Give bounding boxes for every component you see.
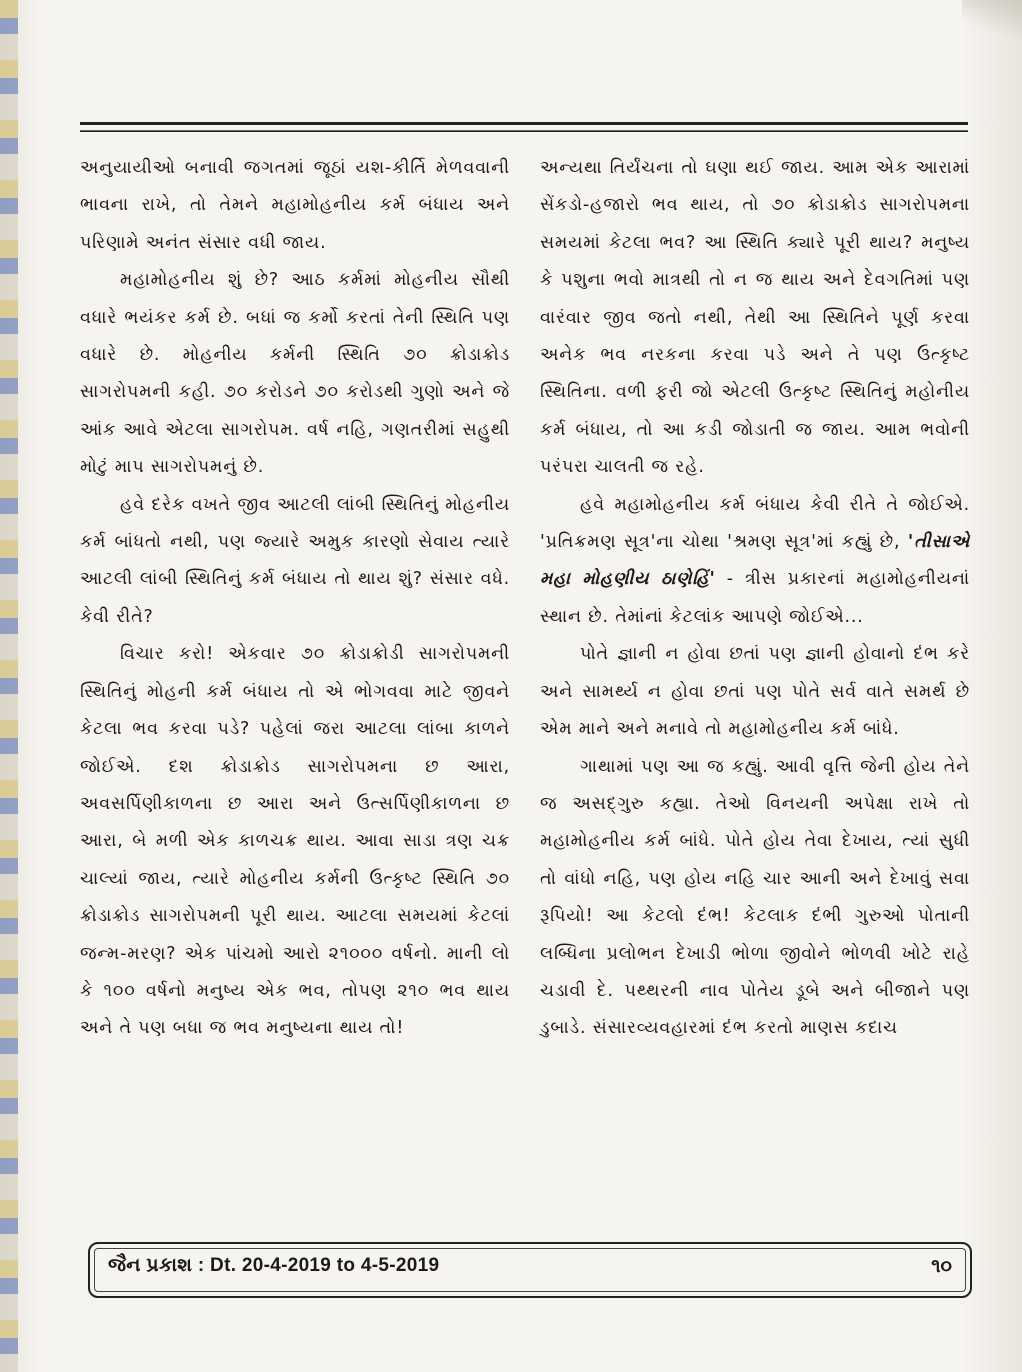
sutra-quote: 'તીસાએ મહા મોહણીય ઠાણેહિં'	[540, 532, 970, 590]
right-paragraph-2	[540, 487, 970, 637]
footer-banner	[88, 1242, 972, 1298]
left-paragraph-2: મહામોહનીય શું છે? આઠ કર્મમાં મોહનીય સૌથી વધારે ભયંકર કર્મ છે. બધાં જ કર્મો કરતાં તેની સ્થિતિ પણ વધારે છે. મોહનીય કર્મની સ્થિતિ ૭૦ ક્રોડાક્રોડ સાગરોપમની કહી. ૭૦ કરોડને ૭૦ કરોડથી ગુણો અને જે આંક આવે એટલા સાગરોપમ. વર્ષ નહિ, ગણતરીમાં સહુથી મોટું માપ સાગરોપમનું છે.	[80, 270, 510, 478]
right-paragraph-3: પોતે જ્ઞાની ન હોવા છતાં પણ જ્ઞાની હોવાનો દંભ કરે અને સામર્થ્ય ન હોવા છતાં પણ પોતે સર્વ વાતે સમર્થ છે એમ માને અને મનાવે તો મહામોહનીય કર્મ બાંધે.	[540, 644, 970, 740]
page-number: ૧૦	[931, 1255, 952, 1277]
left-paragraph-3: હવે દરેક વખતે જીવ આટલી લાંબી સ્થિતિનું મોહનીય કર્મ બાંધતો નથી, પણ જ્યારે અમુક કારણો સેવાય ત્યારે આટલી લાંબી સ્થિતિનું કર્મ બંધાય તો થાય શું? સંસાર વધે. કેવી રીતે?	[80, 494, 510, 627]
page-corner-fold	[962, 0, 1022, 40]
binding-edge	[0, 0, 18, 1372]
left-paragraph-4: વિચાર કરો! એકવાર ૭૦ ક્રોડાક્રોડી સાગરોપમની સ્થિતિનું મોહની કર્મ બંધાય તો એ ભોગવવા માટે જીવને કેટલા ભવ કરવા પડે? પહેલાં જરા આટલા લાંબા કાળને જોઈએ. દશ ક્રોડાક્રોડ સાગરોપમના છ આરા, અવસર્પિણીકાળના છ આરા અને ઉત્સર્પિણીકાળના છ આરા, બે મળી એક કાળચક્ર થાય. આવા સાડા ત્રણ ચક્ર ચાલ્યાં જાય, ત્યારે મોહનીય કર્મની ઉત્કૃષ્ટ સ્થિતિ ૭૦ ક્રોડાક્રોડ સાગરોપમની પૂરી થાય. આટલા સમયમાં કેટલાં જન્મ-મરણ? એક પાંચમો આરો ૨૧૦૦૦ વર્ષનો. માની લો કે ૧૦૦ વર્ષનો મનુષ્ય એક ભવ, તોપણ ૨૧૦ ભવ થાય અને તે પણ બધા જ ભવ મનુષ્યના થાય તો!	[80, 644, 510, 1039]
right-paragraph-4: ગાથામાં પણ આ જ કહ્યું. આવી વૃત્તિ જેની હોય તેને જ અસદ્ગુરુ કહ્યા. તેઓ વિનયની અપેક્ષા રાખે તો મહામોહનીય કર્મ બાંધે. પોતે હોય તેવા દેખાય, ત્યાં સુધી તો વાંધો નહિ, પણ હોય નહિ ચાર આની અને દેખાવું સવા રૂપિયો! આ કેટલો દંભ! કેટલાક દંભી ગુરુઓ પોતાની લબ્ધિના પ્રલોભન દેખાડી ભોળા જીવોને ભોળવી ખોટે રાહે ચડાવી દે. પથ્થરની નાવ પોતેય ડૂબે અને બીજાને પણ ડુબાડે. સંસારવ્યવહારમાં દંભ કરતો માણસ કદાચ	[540, 756, 970, 1039]
left-column	[80, 150, 510, 1048]
header-rule	[80, 122, 968, 132]
publication-line: જૈન પ્રકાશ : Dt. 20-4-2019 to 4-5-2019	[108, 1255, 440, 1276]
left-paragraph-1: અનુયાયીઓ બનાવી જગતમાં જૂઠાં યશ-કીર્તિ મેળવવાની ભાવના રાખે, તો તેમને મહામોહનીય કર્મ બંધાય અને પરિણામે અનંત સંસાર વધી જાય.	[80, 158, 510, 253]
right-column	[540, 150, 970, 1048]
right-paragraph-2-intro: હવે મહામોહનીય કર્મ બંધાય કેવી રીતે તે જોઈએ. 'પ્રતિક્રમણ સૂત્ર'ના ચોથા 'શ્રમણ સૂત્ર'માં કહ્યું છે,	[540, 494, 970, 553]
right-paragraph-2-rest: - ત્રીસ પ્રકારનાં મહામોહનીયનાં સ્થાન છે. તેમાંનાં કેટલાંક આપણે જોઈએ...	[540, 569, 970, 627]
right-paragraph-1: અન્યથા તિર્યંચના તો ઘણા થઈ જાય. આમ એક આરામાં સેંકડો-હજારો ભવ થાય, તો ૭૦ ક્રોડાક્રોડ સાગરોપમના સમયમાં કેટલા ભવ? આ સ્થિતિ ક્યારે પૂરી થાય? મનુષ્ય કે પશુના ભવો માત્રથી તો ન જ થાય અને દેવગતિમાં પણ વારંવાર જીવ જતો નથી, તેથી આ સ્થિતિને પૂર્ણ કરવા અનેક ભવ નરકના કરવા પડે અને તે પણ ઉત્કૃષ્ટ સ્થિતિના. વળી ફરી જો એટલી ઉત્કૃષ્ટ સ્થિતિનું મહોનીય કર્મ બંધાય, તો આ કડી જોડાતી જ જાય. આમ ભવોની પરંપરા ચાલતી જ રહે.	[540, 158, 970, 478]
